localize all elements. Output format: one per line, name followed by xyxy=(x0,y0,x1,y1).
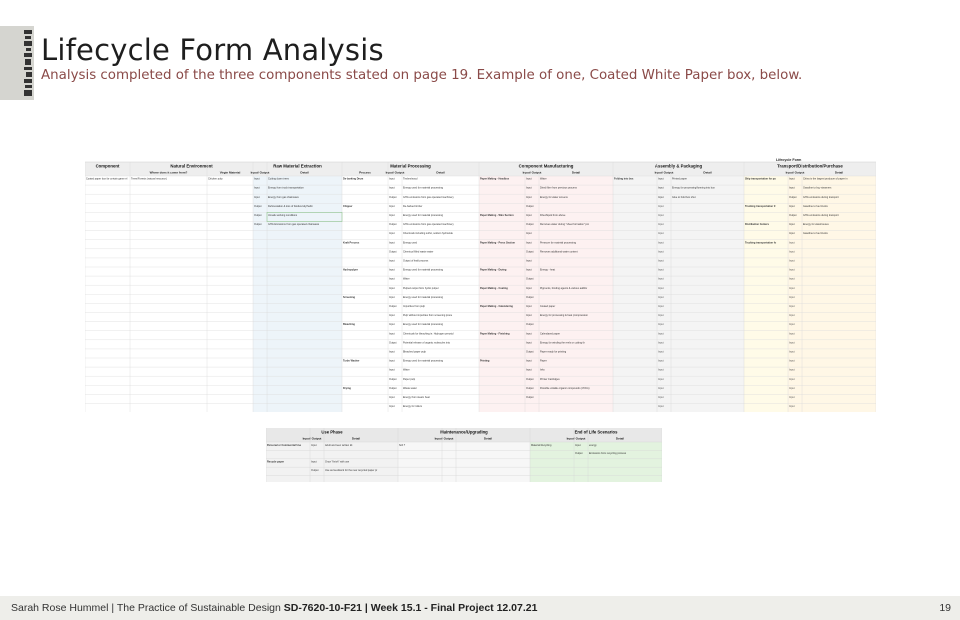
sheet-column-bg xyxy=(671,176,744,412)
footer-text xyxy=(11,602,537,614)
transport-step-cell: Trucking transportation fr xyxy=(745,204,776,208)
transport-io-cell: Output xyxy=(789,195,797,199)
assembly-io-cell: Input xyxy=(658,223,664,227)
transport-detail-cell: GHG emissions during transport xyxy=(803,214,839,217)
sheet-column-bg xyxy=(402,176,479,412)
manufacturing-detail-cell: Pigments, binding agents & various additiv xyxy=(540,286,588,290)
transport-io-cell: Input xyxy=(789,186,795,190)
processing-io-cell: Input xyxy=(389,323,395,327)
processing-detail-cell: Energy used for material processing xyxy=(403,359,444,363)
bottom-sub-header: Input/ Output xyxy=(434,436,454,441)
assembly-io-cell: Input xyxy=(658,377,664,381)
assembly-io-cell: Input xyxy=(658,359,664,363)
use-phase-io-cell: Input xyxy=(311,443,317,447)
transport-io-cell: Input xyxy=(789,368,795,372)
manufacturing-io-cell: Input xyxy=(526,259,532,263)
processing-io-cell: Output xyxy=(389,305,397,308)
assembly-io-cell: Input xyxy=(658,214,664,217)
assembly-io-cell: Input xyxy=(658,177,664,181)
manufacturing-step-cell: Paper Making - Coating xyxy=(480,286,508,290)
manufacturing-io-cell: Output xyxy=(526,277,534,281)
assembly-io-cell: Input xyxy=(658,277,664,281)
processing-step-cell: Bleaching xyxy=(343,323,355,327)
processing-detail-cell: Energy used for material processing xyxy=(403,214,444,217)
raw-detail-cell: Energy from gas chainsaws xyxy=(268,195,299,199)
processing-detail-cell: Potential release of organic molecules into xyxy=(403,341,450,345)
sub-header: Detail xyxy=(571,170,581,175)
transport-step-cell: Distribution Centers xyxy=(745,223,770,227)
sub-header: Input/ Output xyxy=(250,170,270,175)
transport-io-cell: Input xyxy=(789,259,795,263)
processing-io-cell: Input xyxy=(389,396,395,399)
manufacturing-io-cell: Output xyxy=(526,386,534,390)
transport-io-cell: Input xyxy=(789,350,795,354)
group-header: Material Processing xyxy=(390,163,431,169)
transport-step-cell: Trucking transportation fo xyxy=(745,241,777,245)
raw-detail-cell: Deforestation & loss of biodiversity/habit xyxy=(268,204,313,208)
processing-step-cell: Turbo Washer xyxy=(343,359,360,363)
processing-detail-cell: Energy used for material processing xyxy=(403,295,444,299)
sheet-column-bg xyxy=(613,176,657,412)
assembly-io-cell: Input xyxy=(658,405,664,409)
manufacturing-io-cell: Input xyxy=(526,314,532,318)
transport-io-cell: Input xyxy=(789,295,795,299)
processing-detail-cell: Impurities from pulp xyxy=(403,305,425,308)
manufacturing-step-cell: Paper Making - Calendering xyxy=(480,305,513,308)
assembly-io-cell: Input xyxy=(658,323,664,327)
transport-detail-cell: GHG emissions during transport xyxy=(803,195,839,199)
sheet-column-bg xyxy=(85,176,130,412)
sub-header: Virgin Material xyxy=(219,170,241,175)
end-of-life-detail-cell: Emissions from recycling process xyxy=(589,452,627,456)
manufacturing-detail-cell: Fiber/liquid from above xyxy=(540,214,566,217)
bottom-sub-header: Input/ Output xyxy=(566,436,586,441)
raw-io-cell: Input xyxy=(254,177,260,181)
processing-io-cell: Output xyxy=(389,195,397,199)
processing-detail-cell: Waste water xyxy=(403,386,417,390)
sub-header: Where does it come from? xyxy=(149,170,188,175)
use-phase-detail-cell: Once "finish" with use xyxy=(325,460,350,464)
transport-io-cell: Input xyxy=(789,341,795,345)
manufacturing-detail-cell: Calendared paper xyxy=(540,332,561,336)
processing-io-cell: Input xyxy=(389,295,395,299)
assembly-io-cell: Input xyxy=(658,396,664,399)
processing-step-cell: Drying xyxy=(343,386,351,390)
processing-io-cell: Input xyxy=(389,359,395,363)
sheet-column-bg xyxy=(539,176,613,412)
processing-detail-cell: Chemicals including sulfur, sodium hydroxide xyxy=(403,232,453,236)
manufacturing-detail-cell: Inks xyxy=(540,368,545,372)
manufacturing-io-cell: Input xyxy=(526,186,532,190)
processing-detail-cell: Paper pulp xyxy=(403,377,416,381)
manufacturing-detail-cell: Energy for winding the reels or cutting th xyxy=(540,341,585,345)
processing-detail-cell: Pulp without impurities from screening proce xyxy=(403,314,453,318)
manufacturing-detail-cell: Water xyxy=(540,177,547,181)
raw-io-cell: Input xyxy=(254,186,260,190)
use-phase-label-cell: Personal or Commercial Use xyxy=(267,443,302,447)
sub-header: Detail xyxy=(703,170,712,175)
assembly-io-cell: Input xyxy=(658,386,664,390)
processing-detail-cell: Water xyxy=(403,368,410,372)
assembly-io-cell: Input xyxy=(658,286,664,290)
maintenance-io-cell: N/A ? xyxy=(399,443,406,447)
bottom-group-header: End of Life Scenarios xyxy=(574,429,618,435)
processing-io-cell: Input xyxy=(389,277,395,281)
assembly-io-cell: Input xyxy=(658,232,664,236)
processing-io-cell: Input xyxy=(389,241,395,245)
sheet-title-text: Lifecycle Form xyxy=(776,158,802,162)
use-phase-label-cell: Recycle paper xyxy=(267,460,284,464)
lifecycle-form-sheet xyxy=(85,155,876,412)
sub-header: Input/ Output xyxy=(654,170,674,175)
manufacturing-io-cell: Input xyxy=(526,341,532,345)
virgin-material-cell: Chicken pulp xyxy=(208,177,223,181)
page-title: Lifecycle Form Analysis xyxy=(41,33,384,67)
sub-header: Detail xyxy=(300,170,309,175)
group-header: Raw Material Extraction xyxy=(273,163,322,169)
manufacturing-step-cell: Printing xyxy=(480,359,490,363)
processing-io-cell: Input xyxy=(389,286,395,290)
manufacturing-io-cell: Input xyxy=(526,195,532,199)
processing-detail-cell: Energy from steam heat xyxy=(403,396,430,399)
group-header: Component Manufacturing xyxy=(518,163,574,169)
sheet-column-bg xyxy=(130,176,207,412)
manufacturing-io-cell: Input xyxy=(526,232,532,236)
raw-detail-cell: GHG Emissions from gas operated chainsaws xyxy=(268,223,320,227)
raw-detail-cell: Cutting down trees xyxy=(268,177,289,181)
sheet-column-bg xyxy=(788,176,802,412)
manufacturing-io-cell: Output xyxy=(526,396,534,399)
footer xyxy=(0,596,960,620)
transport-io-cell: Input xyxy=(789,268,795,272)
sheet-column-bg xyxy=(479,176,525,412)
sub-header: Detail xyxy=(436,170,445,175)
bottom-group-header: Use Phase xyxy=(321,429,343,435)
sheet-column-bg xyxy=(207,176,253,412)
manufacturing-step-cell: Paper Making - Press Section xyxy=(480,241,516,245)
transport-io-cell: Input xyxy=(789,314,795,318)
bottom-sub-header: Detail xyxy=(351,436,361,441)
manufacturing-detail-cell: Energy for processing & heat (compression xyxy=(540,314,588,318)
processing-detail-cell: Timber/wood xyxy=(403,177,418,181)
bottom-sub-header: Input/ Output xyxy=(302,436,322,441)
transport-detail-cell: Energy for warehouses xyxy=(803,223,829,227)
processing-detail-cell: GHG emissions from gas operated machinery xyxy=(403,223,454,227)
sheet-column-bg xyxy=(342,176,388,412)
sheet-column-bg xyxy=(802,176,876,412)
processing-io-cell: Output xyxy=(389,223,397,227)
manufacturing-io-cell: Input xyxy=(526,268,532,272)
assembly-io-cell: Input xyxy=(658,314,664,318)
sub-header: Input/ Output xyxy=(385,170,405,175)
manufacturing-detail-cell: Dried fiber from previous process xyxy=(540,186,577,190)
manufacturing-detail-cell: Printer Cartridges xyxy=(540,377,560,381)
processing-detail-cell: Chemicals for bleaching ie. Hydrogen peroxid xyxy=(403,332,454,336)
transport-io-cell: Input xyxy=(789,323,795,327)
processing-io-cell: Output xyxy=(389,250,397,254)
assembly-detail-cell: Energy for processing/forming into box xyxy=(672,186,715,190)
group-header: Assembly & Packaging xyxy=(654,163,703,169)
transport-io-cell: Output xyxy=(789,214,797,217)
processing-detail-cell: Energy for rollers xyxy=(403,405,423,409)
manufacturing-detail-cell: Coated paper xyxy=(540,305,556,308)
transport-step-cell: Ship transportation for pa xyxy=(745,177,776,181)
end-of-life-highlight xyxy=(530,442,662,482)
sheet-column-bg xyxy=(388,176,402,412)
processing-detail-cell: Bleached paper pulp xyxy=(403,350,426,354)
processing-detail-cell: Energy used for material processing xyxy=(403,268,444,272)
processing-io-cell: Output xyxy=(389,341,397,345)
group-header: Component xyxy=(95,163,120,169)
transport-io-cell: Input xyxy=(789,232,795,236)
component-cell: Coated paper box for certain game el xyxy=(86,177,128,181)
assembly-io-cell: Input xyxy=(658,259,664,263)
processing-io-cell: Input xyxy=(389,332,395,336)
processing-io-cell: Output xyxy=(389,377,397,381)
processing-detail-cell: Pulped output from hydro pulper xyxy=(403,286,439,290)
transport-detail-cell: Gasoline to fuel trucks xyxy=(803,204,828,208)
manufacturing-io-cell: Output xyxy=(526,295,534,299)
manufacturing-io-cell: Input xyxy=(526,241,532,245)
processing-step-cell: Kraft Process xyxy=(343,241,360,245)
transport-io-cell: Input xyxy=(789,405,795,409)
transport-io-cell: Input xyxy=(789,204,795,208)
raw-io-cell: Input xyxy=(254,195,260,199)
group-header: Natural Environment xyxy=(170,163,213,169)
manufacturing-detail-cell: Paper xyxy=(540,359,547,363)
transport-io-cell: Input xyxy=(789,177,795,181)
sheet-column-bg xyxy=(525,176,539,412)
footer-course-code: SD-7620-10-F21 | Week 15.1 - Final Project 12.07.21 xyxy=(283,602,538,614)
transport-io-cell: Input xyxy=(789,305,795,308)
assembly-io-cell: Input xyxy=(658,195,664,199)
processing-io-cell: Input xyxy=(389,204,395,208)
manufacturing-io-cell: Output xyxy=(526,350,534,354)
transport-detail-cell: Gasoline to fuel trucks xyxy=(803,232,828,236)
processing-detail-cell: Chemical filled waste water xyxy=(403,250,434,254)
end-of-life-sheet xyxy=(266,428,662,482)
end-of-life-detail-cell: energy xyxy=(589,443,597,447)
transport-detail-cell: China is the largest producer of paper in xyxy=(803,177,848,181)
assembly-io-cell: Input xyxy=(658,305,664,308)
transport-io-cell: Input xyxy=(789,332,795,336)
processing-io-cell: Input xyxy=(389,405,395,409)
manufacturing-detail-cell: Removes water during "sheet formation" pro xyxy=(540,223,590,227)
raw-detail-cell: Unsafe working conditions xyxy=(268,214,298,217)
use-phase-io-cell: Input xyxy=(311,460,317,464)
natural-environment-cell: Trees/Forests (natural resource) xyxy=(131,177,167,181)
manufacturing-io-cell: Output xyxy=(526,204,534,208)
processing-detail-cell: Energy used xyxy=(403,241,418,245)
processing-step-cell: Screening xyxy=(343,295,356,299)
sub-header: Input/ Output xyxy=(785,170,805,175)
transport-io-cell: Input xyxy=(789,250,795,254)
manufacturing-io-cell: Input xyxy=(526,305,532,308)
manufacturing-detail-cell: Possible volatile organic compounds (VOCs) xyxy=(540,386,590,390)
processing-io-cell: Input xyxy=(389,350,395,354)
processing-detail-cell: Energy used for material processing xyxy=(403,186,444,190)
sheet-column-bg xyxy=(657,176,671,412)
manufacturing-io-cell: Output xyxy=(526,323,534,327)
manufacturing-step-cell: Paper Making - Finishing xyxy=(480,332,510,336)
assembly-io-cell: Input xyxy=(658,332,664,336)
manufacturing-io-cell: Input xyxy=(526,214,532,217)
manufacturing-detail-cell: Energy - heat xyxy=(540,268,556,272)
manufacturing-step-cell: Paper Making - Wire Section xyxy=(480,214,514,217)
side-logo-icon xyxy=(24,28,32,98)
bottom-sub-header: Detail xyxy=(615,436,625,441)
manufacturing-io-cell: Input xyxy=(526,286,532,290)
manufacturing-io-cell: Input xyxy=(526,368,532,372)
assembly-io-cell: Input xyxy=(658,341,664,345)
end-of-life-io-cell: Output xyxy=(575,452,583,456)
manufacturing-detail-cell: Energy for water screens xyxy=(540,195,568,199)
manufacturing-step-cell: Paper Making - Drying xyxy=(480,268,507,272)
sub-header: Process xyxy=(359,170,371,175)
manufacturing-detail-cell: Pressure for material processing xyxy=(540,241,576,245)
manufacturing-io-cell: Input xyxy=(526,359,532,363)
assembly-detail-cell: Printed paper xyxy=(672,177,688,181)
processing-io-cell: Input xyxy=(389,268,395,272)
manufacturing-detail-cell: Paper ready for printing xyxy=(540,350,567,354)
manufacturing-io-cell: Output xyxy=(526,250,534,254)
manufacturing-io-cell: Output xyxy=(526,223,534,227)
raw-detail-highlight xyxy=(267,176,342,412)
processing-io-cell: Input xyxy=(389,259,395,263)
processing-detail-cell: GHG emissions from gas operated machinery xyxy=(403,195,454,199)
transport-io-cell: Input xyxy=(789,277,795,281)
sub-header: Input/ Output xyxy=(522,170,542,175)
use-phase-detail-cell: Use as feedstock for the new recycled paper pr xyxy=(325,469,378,472)
assembly-io-cell: Input xyxy=(658,241,664,245)
transport-step-highlight xyxy=(744,176,788,412)
transport-io-cell: Input xyxy=(789,396,795,399)
bottom-group-header: Maintenance/Upgrading xyxy=(440,429,488,435)
processing-detail-cell: Water xyxy=(403,277,410,281)
sub-header: Detail xyxy=(834,170,844,175)
use-phase-io-cell: Output xyxy=(311,469,319,472)
processing-io-cell: Input xyxy=(389,314,395,318)
manufacturing-io-cell: Output xyxy=(526,377,534,381)
assembly-io-cell: Input xyxy=(658,368,664,372)
maintenance-bg xyxy=(398,442,530,482)
assembly-io-cell: Input xyxy=(658,186,664,190)
page-number: 19 xyxy=(939,602,951,614)
processing-detail-cell: Energy used for material processing xyxy=(403,323,444,327)
processing-io-cell: Input xyxy=(389,177,395,181)
use-phase-detail-cell: Adult and teen written kit xyxy=(325,443,353,447)
processing-io-cell: Input xyxy=(389,232,395,236)
group-header: Transport/Distribution/Purchase xyxy=(777,163,843,169)
assembly-step-cell: Folding into box xyxy=(614,177,634,181)
processing-io-cell: Input xyxy=(389,214,395,217)
sheet-column-bg xyxy=(253,176,267,412)
assembly-io-cell: Input xyxy=(658,268,664,272)
end-of-life-io-cell: Input xyxy=(575,443,581,447)
transport-io-cell: Input xyxy=(789,377,795,381)
processing-step-cell: Hydropulper xyxy=(343,268,358,272)
assembly-io-cell: Input xyxy=(658,295,664,299)
transport-io-cell: Input xyxy=(789,386,795,390)
transport-io-cell: Input xyxy=(789,359,795,363)
assembly-io-cell: Input xyxy=(658,250,664,254)
transport-io-cell: Input xyxy=(789,286,795,290)
processing-io-cell: Input xyxy=(389,368,395,372)
footer-author-course: Sarah Rose Hummel | The Practice of Sustainable Design xyxy=(11,602,284,614)
raw-detail-cell: Energy from truck transportation xyxy=(268,186,304,190)
assembly-detail-cell: Glue to hold box shut xyxy=(672,195,696,199)
manufacturing-step-cell: Paper Making - Headbox xyxy=(480,177,510,181)
transport-io-cell: Input xyxy=(789,223,795,227)
raw-io-cell: Output xyxy=(254,204,262,208)
manufacturing-detail-cell: Removes additional water content xyxy=(540,250,578,254)
manufacturing-io-cell: Input xyxy=(526,177,532,181)
manufacturing-io-cell: Input xyxy=(526,332,532,336)
processing-step-cell: De-barking Drum xyxy=(343,177,364,181)
raw-io-cell: Output xyxy=(254,223,262,227)
bottom-sub-header: Detail xyxy=(483,436,493,441)
processing-io-cell: Input xyxy=(389,186,395,190)
end-of-life-label-cell: Material Recycling xyxy=(531,443,552,447)
transport-detail-cell: Gasoline to buy steamers xyxy=(803,186,832,190)
assembly-io-cell: Input xyxy=(658,350,664,354)
raw-io-cell: Output xyxy=(254,214,262,217)
page-subtitle: Analysis completed of the three components stated on page 19. Example of one, Coated White Paper box, below. xyxy=(41,68,803,83)
transport-io-cell: Input xyxy=(789,241,795,245)
processing-io-cell: Output xyxy=(389,386,397,390)
processing-detail-cell: Output of kraft process xyxy=(403,259,429,263)
processing-step-cell: Chipper xyxy=(343,204,353,208)
assembly-io-cell: Input xyxy=(658,204,664,208)
processing-detail-cell: De-barked timber xyxy=(403,204,423,208)
